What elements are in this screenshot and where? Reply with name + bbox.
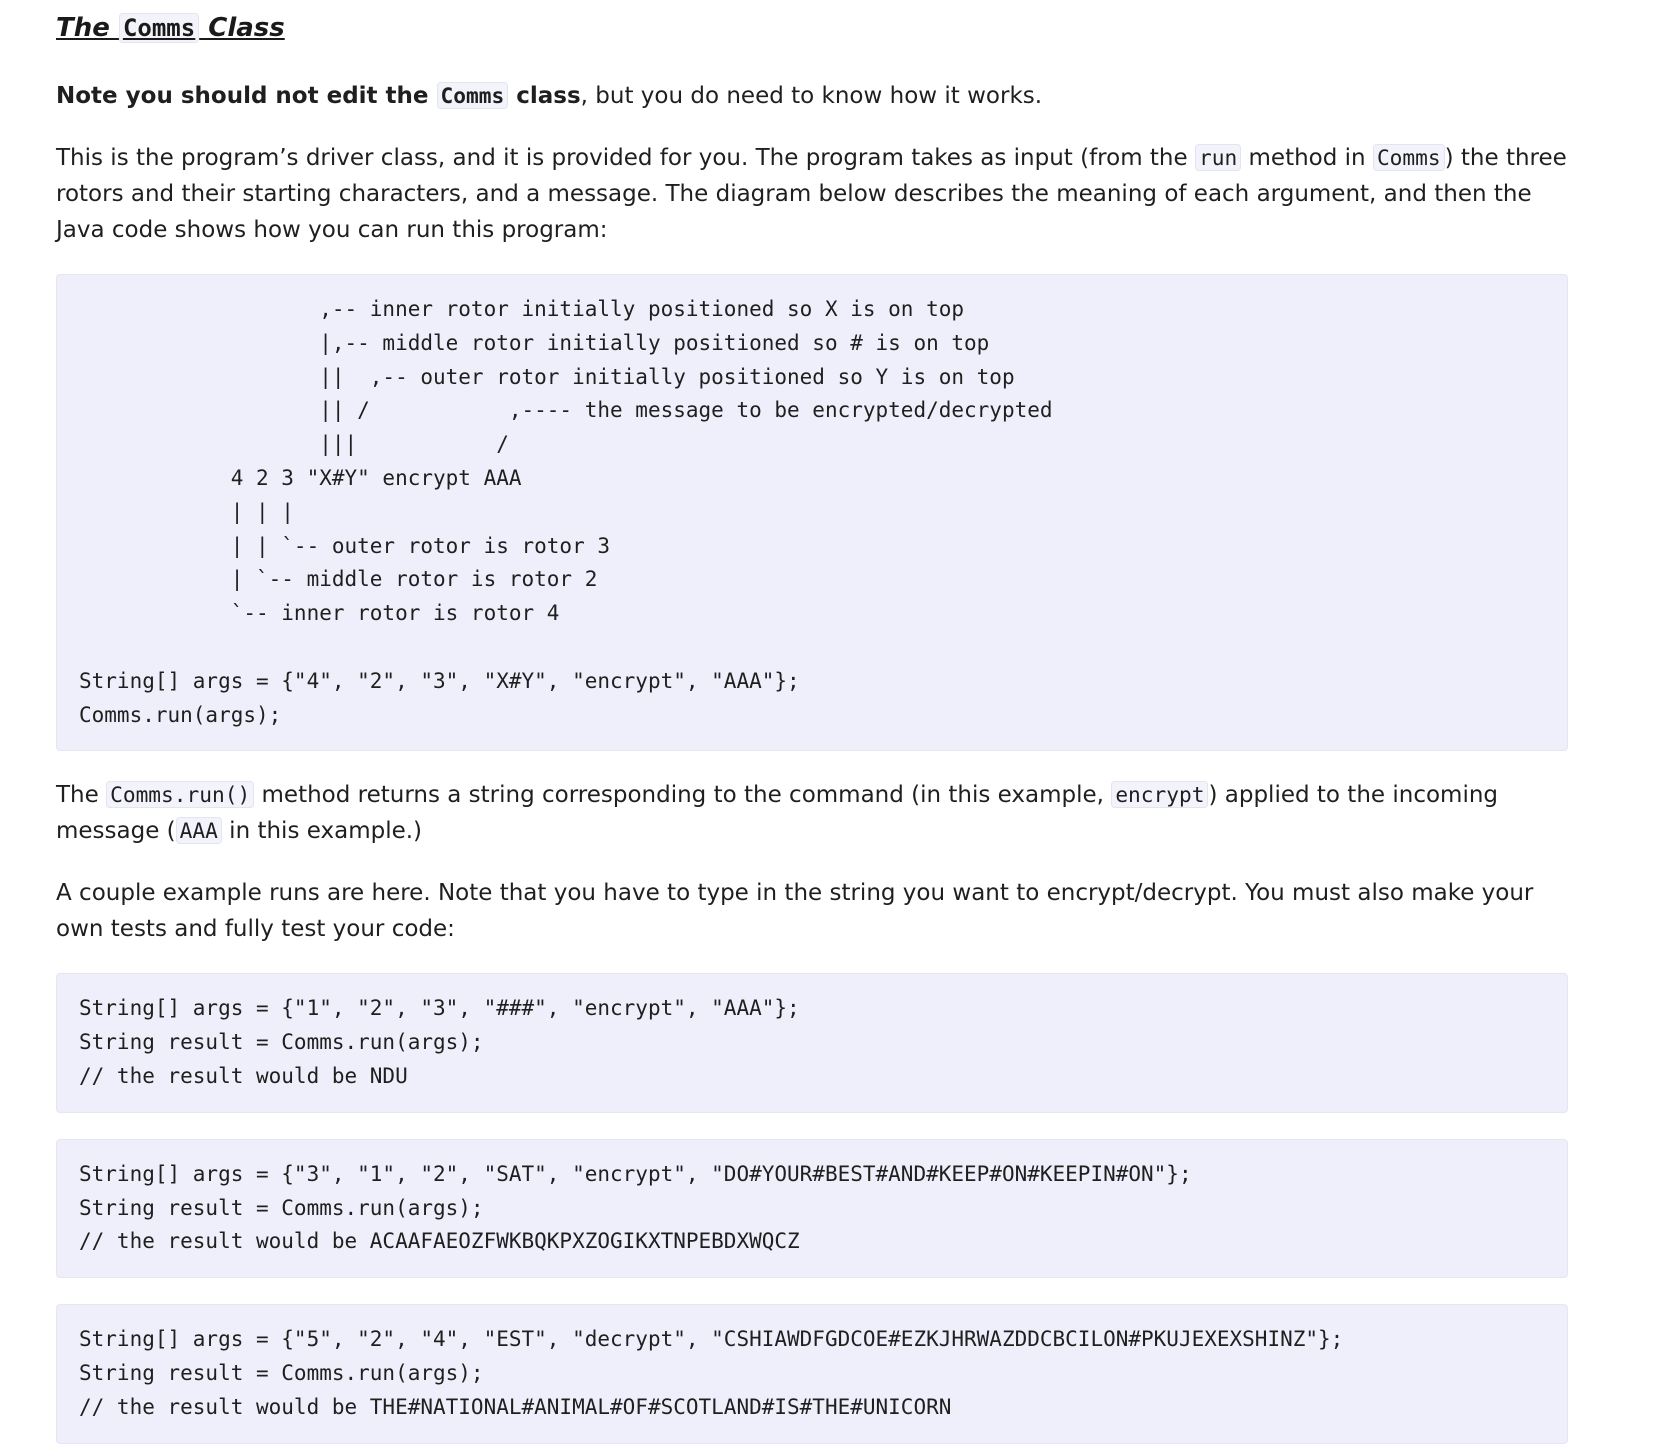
document-page [56,0,1568,1444]
example-code-block-1: String[] args = {"1", "2", "3", "###", "encrypt", "AAA"}; String result = Comms.run(args); // the result would be NDU [56,973,1568,1112]
intro-code-comms: Comms [437,82,509,109]
para3-text-3: ) applied to the incoming message ( [56,782,1499,845]
title-text-post: Class [199,13,285,43]
intro-bold-post: class [508,83,581,109]
para2-text-1: This is the program’s driver class, and it is provided for you. The program takes as input (from the [56,145,1195,171]
para3-text-4: in this example.) [221,818,423,845]
para2-text-3: ) the three rotors and their starting characters, and a message. The diagram below describes the meaning of each argument, and then the Java code shows how you can run this program: [56,145,1567,243]
para3-code-aaa: AAA [176,817,222,844]
example-code-block-2: String[] args = {"3", "1", "2", "SAT", "encrypt", "DO#YOUR#BEST#AND#KEEP#ON#KEEPIN#ON"}; String result = Comms.run(args); // the result would be ACAAFAEOZFWKBQKPXZOGIKXTNPEBDXWQCZ [56,1139,1568,1278]
intro-rest: , but you do need to know how it works. [580,83,1043,109]
example-runs-paragraph: A couple example runs are here. Note that you have to type in the string you want to encrypt/decrypt. You must also make your own tests and fully test your code: [56,880,1534,943]
para3-text-2: method returns a string corresponding to the command (in this example, [254,782,1112,809]
title-text-pre: The [56,13,119,43]
example-code-block-3: String[] args = {"5", "2", "4", "EST", "decrypt", "CSHIAWDFGDCOE#EZKJHRWAZDDCBCILON#PKUJEXEXSHINZ"}; String result = Comms.run(args); // the result would be THE#NATIONAL#ANIMAL#OF#SCOTLAND#IS#THE#UNICORN [56,1304,1568,1443]
para3-code-encrypt: encrypt [1111,781,1208,808]
para3-code-comms-run: Comms.run() [106,781,254,808]
driver-class-paragraph [56,140,1568,248]
run-method-paragraph [56,777,1568,849]
page-title [56,10,1568,46]
title-code-comms: Comms [119,13,199,43]
argument-diagram-code-block: ,-- inner rotor initially positioned so X is on top |,-- middle rotor initially positioned so # is on top || ,-- outer rotor initially positioned so Y is on top || / ,---- the message to be encrypted/decrypted ||| / 4 2 3 "X#Y" encrypt AAA | | | | | `-- outer rotor is rotor 3 | `-- middle rotor is rotor 2 `-- inner rotor is rotor 4 String[] args = {"4", "2", "3", "X#Y", "encrypt", "AAA"}; Comms.run(args); [56,274,1568,751]
intro-bold-pre: Note you should not edit the [56,83,437,109]
para3-text-1: The [56,782,107,809]
para2-text-2: method in [1241,145,1373,171]
intro-bold [56,83,581,109]
intro-paragraph [56,78,1568,114]
para2-code-run: run [1195,144,1241,171]
para2-code-comms: Comms [1373,144,1445,171]
